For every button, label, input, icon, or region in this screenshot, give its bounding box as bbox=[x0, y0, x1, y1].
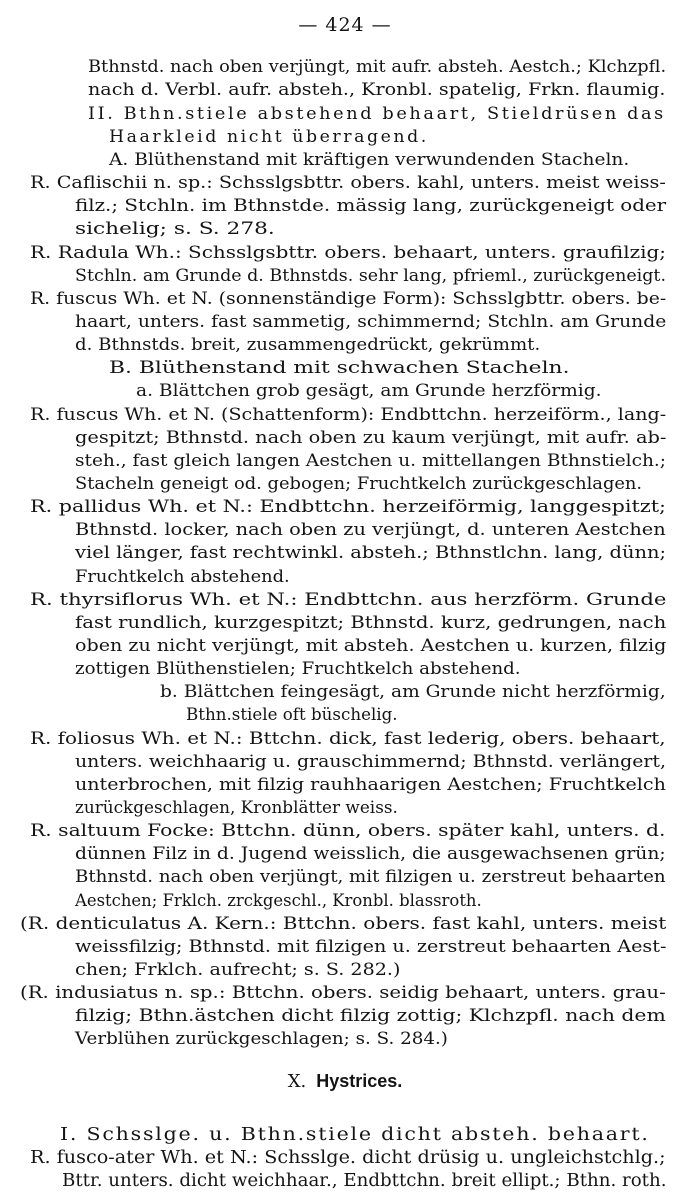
text-line: d. Bthnstds. breit, zusammengedrückt, gekrümmt. bbox=[75, 335, 541, 355]
text-line: R. Radula Wh.: Schsslgsbttr. obers. behaart, unters. graufilzig; bbox=[30, 243, 666, 263]
text-line: I. Schsslge. u. Bthn.stiele dicht absteh. behaart. bbox=[60, 1125, 650, 1145]
text-line: R. saltuum Focke: Bttchn. dünn, obers. später kahl, unters. d. bbox=[30, 821, 666, 841]
text-line: (R. indusiatus n. sp.: Bttchn. obers. seidig behaart, unters. grau- bbox=[20, 983, 666, 1003]
text-line: R. fusco-ater Wh. et N.: Schsslge. dicht drüsig u. ungleichstchlg.; bbox=[30, 1148, 666, 1168]
text-line: weissfilzig; Bthnstd. mit filzigen u. zerstreut behaarten Aest- bbox=[75, 937, 667, 957]
text-line: Bthnstd. locker, nach oben zu verjüngt, d. unteren Aestchen bbox=[75, 520, 666, 540]
text-line: zurückgeschlagen, Kronblätter weiss. bbox=[75, 798, 398, 818]
text-line: Bthnstd. nach oben verjüngt, mit filzigen u. zerstreut behaarten bbox=[75, 867, 666, 887]
text-line: Aestchen; Frklch. zrckgeschl., Kronbl. blassroth. bbox=[75, 891, 482, 911]
text-line: b. Blättchen feingesägt, am Grunde nicht herzförmig, bbox=[160, 682, 666, 702]
text-line: dünnen Filz in d. Jugend weisslich, die ausgewachsenen grün; bbox=[75, 844, 666, 864]
text-line: nach d. Verbl. aufr. absteh., Kronbl. spatelig, Frkn. flaumig. bbox=[88, 80, 666, 100]
text-line: haart, unters. fast sammetig, schimmernd; Stchln. am Grunde bbox=[75, 312, 667, 332]
text-line: fast rundlich, kurzgespitzt; Bthnstd. kurz, gedrungen, nach bbox=[75, 613, 667, 633]
text-line: chen; Frklch. aufrecht; s. S. 282.) bbox=[75, 960, 401, 980]
text-line: unters. weichhaarig u. grauschimmernd; Bthnstd. verlängert, bbox=[75, 752, 666, 772]
text-line: steh., fast gleich langen Aestchen u. mittellangen Bthnstielch.; bbox=[75, 451, 667, 471]
text-line: a. Blättchen grob gesägt, am Grunde herzförmig. bbox=[136, 381, 602, 401]
text-line: viel länger, fast rechtwinkl. absteh.; Bthnstlchn. lang, dünn; bbox=[75, 543, 667, 563]
text-line: II. Bthn.stiele abstehend behaart, Stieldrüsen das bbox=[88, 104, 666, 124]
text-line: oben zu nicht verjüngt, mit absteh. Aestchen u. kurzen, filzig bbox=[75, 636, 667, 656]
text-line: Stchln. am Grunde d. Bthnstds. sehr lang, pfrieml., zurückgeneigt. bbox=[75, 266, 666, 286]
text-line: R. pallidus Wh. et N.: Endbttchn. herzeiförmig, langgespitzt; bbox=[30, 497, 666, 517]
text-line: Stacheln geneigt od. gebogen; Fruchtkelch zurückgeschlagen. bbox=[75, 474, 643, 494]
text-line: Verblühen zurückgeschlagen; s. S. 284.) bbox=[75, 1029, 448, 1049]
page-number: — 424 — bbox=[298, 14, 392, 36]
text-line: Bthnstd. nach oben verjüngt, mit aufr. absteh. Aestch.; Klchzpfl. bbox=[88, 57, 667, 77]
text-line: R. Caflischii n. sp.: Schsslgsbttr. obers. kahl, unters. meist weiss- bbox=[30, 173, 666, 193]
text-line: A. Blüthenstand mit kräftigen verwundenden Stacheln. bbox=[109, 150, 630, 170]
section-heading bbox=[0, 1071, 690, 1092]
text-line: sichelig; s. S. 278. bbox=[75, 219, 275, 239]
section-numeral: X. bbox=[287, 1071, 307, 1092]
text-line: Bttr. unters. dicht weichhaar., Endbttchn. breit ellipt.; Bthn. roth. bbox=[62, 1171, 667, 1191]
text-line: R. foliosus Wh. et N.: Bttchn. dick, fast lederig, obers. behaart, bbox=[30, 729, 666, 749]
text-line: Bthn.stiele oft büschelig. bbox=[186, 705, 398, 725]
text-line: unterbrochen, mit filzig rauhhaarigen Aestchen; Fruchtkelch bbox=[75, 775, 666, 795]
text-line: R. thyrsiflorus Wh. et N.: Endbttchn. aus herzförm. Grunde bbox=[30, 590, 667, 610]
text-line: R. fuscus Wh. et N. (sonnenständige Form): Schsslgbttr. obers. be- bbox=[30, 289, 667, 309]
section-name: Hystrices. bbox=[316, 1071, 403, 1091]
text-line: Haarkleid nicht überragend. bbox=[109, 127, 429, 147]
text-line: gespitzt; Bthnstd. nach oben zu kaum verjüngt, mit aufr. ab- bbox=[75, 428, 667, 448]
text-line: filz.; Stchln. im Bthnstde. mässig lang, zurückgeneigt oder bbox=[75, 196, 667, 216]
text-line: R. fuscus Wh. et N. (Schattenform): Endbttchn. herzeiförm., lang- bbox=[30, 405, 667, 425]
text-line: Fruchtkelch abstehend. bbox=[75, 567, 290, 587]
text-line: filzig; Bthn.ästchen dicht filzig zottig; Klchzpfl. nach dem bbox=[75, 1006, 666, 1026]
text-line: B. Blüthenstand mit schwachen Stacheln. bbox=[109, 358, 570, 378]
text-line: zottigen Blüthenstielen; Fruchtkelch abstehend. bbox=[75, 659, 521, 679]
text-line: (R. denticulatus A. Kern.: Bttchn. obers. fast kahl, unters. meist bbox=[20, 914, 667, 934]
